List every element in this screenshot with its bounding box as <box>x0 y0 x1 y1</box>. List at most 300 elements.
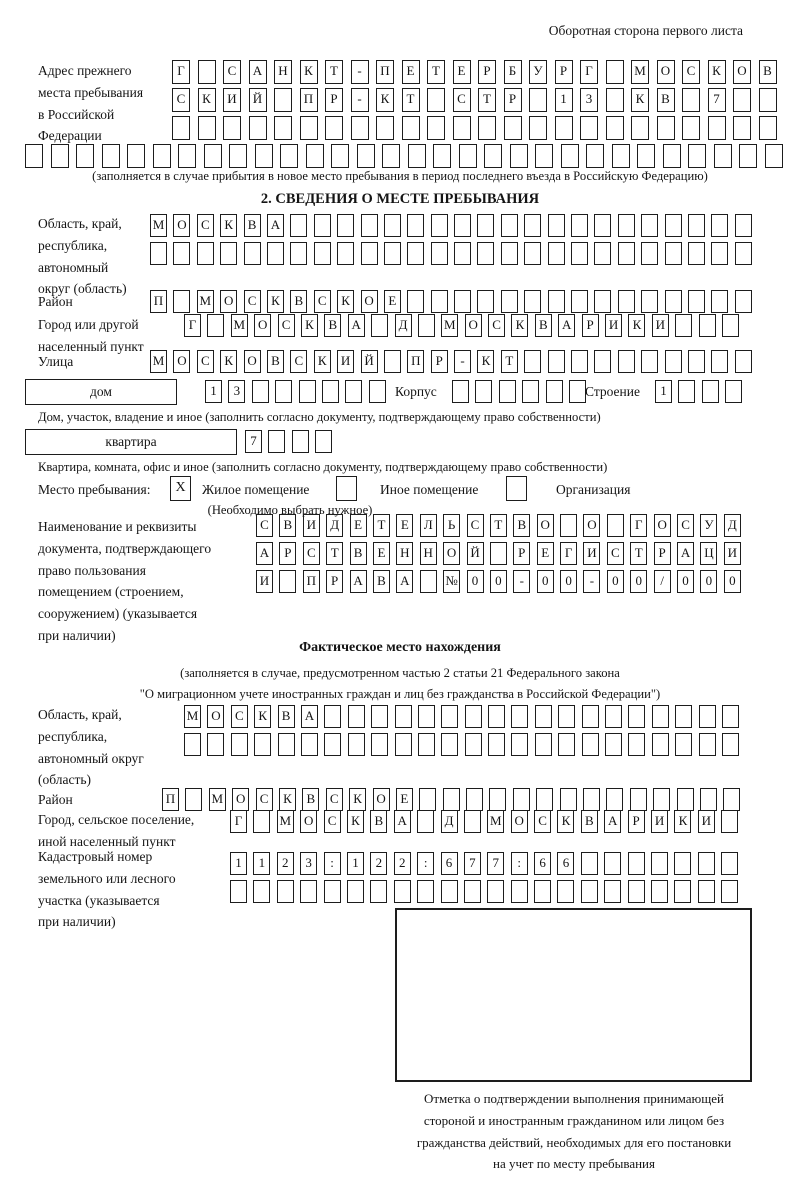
grid-cell <box>325 116 343 140</box>
grid-cell: Е <box>537 542 554 565</box>
grid-cell <box>735 290 752 313</box>
grid-cell <box>443 788 460 811</box>
actual-region-grid-row-2 <box>184 733 739 756</box>
grid-cell <box>688 350 705 373</box>
grid-cell <box>682 116 700 140</box>
grid-cell: К <box>376 88 394 112</box>
grid-cell: Ь <box>443 514 460 537</box>
grid-cell: Й <box>361 350 378 373</box>
grid-cell <box>700 788 717 811</box>
grid-cell: С <box>197 214 214 237</box>
grid-cell: С <box>197 350 214 373</box>
grid-cell: В <box>278 705 295 728</box>
grid-cell <box>314 214 331 237</box>
grid-cell: В <box>370 810 387 833</box>
grid-cell <box>361 242 378 265</box>
grid-cell <box>322 380 339 403</box>
region-grid-row-2 <box>150 242 752 265</box>
grid-cell: М <box>441 314 458 337</box>
grid-cell <box>698 880 715 903</box>
grid-cell <box>337 214 354 237</box>
grid-cell <box>402 116 420 140</box>
grid-cell: О <box>373 788 390 811</box>
grid-cell <box>675 314 692 337</box>
grid-cell <box>594 290 611 313</box>
grid-cell: 0 <box>677 570 694 593</box>
grid-cell: В <box>279 514 296 537</box>
grid-cell <box>524 290 541 313</box>
label-line: право пользования <box>38 562 146 578</box>
grid-cell: С <box>453 88 471 112</box>
grid-cell: У <box>700 514 717 537</box>
grid-cell: Т <box>501 350 518 373</box>
grid-cell: М <box>150 214 167 237</box>
document-grid-row-2 <box>256 542 741 565</box>
grid-cell: С <box>256 514 273 537</box>
house-label-box <box>25 379 177 405</box>
grid-cell: 1 <box>555 88 573 112</box>
grid-cell: К <box>349 788 366 811</box>
grid-cell <box>371 733 388 756</box>
grid-cell: 1 <box>347 852 364 875</box>
grid-cell: К <box>557 810 574 833</box>
grid-cell: В <box>373 570 390 593</box>
label-line: Наименование и реквизиты <box>38 519 197 534</box>
grid-cell: Й <box>249 88 267 112</box>
grid-cell: Т <box>373 514 390 537</box>
grid-cell: М <box>150 350 167 373</box>
grid-cell <box>371 705 388 728</box>
grid-cell <box>675 705 692 728</box>
grid-cell <box>345 380 362 403</box>
grid-cell: В <box>290 290 307 313</box>
grid-cell: Е <box>384 290 401 313</box>
grid-cell <box>631 116 649 140</box>
grid-cell <box>735 214 752 237</box>
grid-cell <box>529 88 547 112</box>
grid-cell <box>699 705 716 728</box>
actual-district-grid <box>162 788 740 811</box>
grid-cell: 0 <box>537 570 554 593</box>
grid-cell: К <box>301 314 318 337</box>
grid-cell <box>594 242 611 265</box>
grid-cell <box>395 705 412 728</box>
grid-cell <box>407 290 424 313</box>
stay-type-option-label-organization: Организация <box>556 482 631 497</box>
label-line: стороной и иностранным гражданином или лицом без <box>423 1112 725 1128</box>
grid-cell <box>580 116 598 140</box>
grid-cell <box>407 214 424 237</box>
grid-cell: О <box>361 290 378 313</box>
grid-cell <box>51 144 69 168</box>
house-note: Дом, участок, владение и иное (заполнить согласно документу, подтверждающему право собственности) <box>38 410 601 424</box>
grid-cell: О <box>207 705 224 728</box>
grid-cell: А <box>350 570 367 593</box>
grid-cell <box>571 214 588 237</box>
grid-cell: Т <box>325 60 343 84</box>
grid-cell <box>347 880 364 903</box>
grid-cell: С <box>326 788 343 811</box>
grid-cell: Г <box>630 514 647 537</box>
actual-district-label: Район <box>38 792 73 807</box>
actual-location-title: Фактическое место нахождения <box>299 640 501 655</box>
label-line: населенный пункт <box>38 338 144 354</box>
grid-cell: Т <box>490 514 507 537</box>
grid-cell: : <box>324 852 341 875</box>
grid-cell <box>651 852 668 875</box>
document-label <box>38 516 211 647</box>
grid-cell <box>735 242 752 265</box>
grid-cell <box>688 242 705 265</box>
label-line: земельного или лесного <box>38 870 176 886</box>
apartment-grid <box>245 430 332 453</box>
grid-cell: В <box>244 214 261 237</box>
grid-cell: Г <box>230 810 247 833</box>
grid-cell <box>618 242 635 265</box>
actual-location-note-line-1: (заполняется в случае, предусмотренном частью 2 статьи 21 Федерального закона <box>180 666 620 680</box>
grid-cell <box>605 705 622 728</box>
grid-cell <box>674 852 691 875</box>
grid-cell <box>504 116 522 140</box>
grid-cell: О <box>443 542 460 565</box>
prev-address-grid-row-2 <box>172 88 777 112</box>
grid-cell <box>384 350 401 373</box>
grid-cell <box>688 144 706 168</box>
label-line: гражданства действий, необходимых для его постановки <box>416 1134 732 1150</box>
city-grid <box>184 314 739 337</box>
grid-cell: М <box>231 314 248 337</box>
grid-cell <box>185 788 202 811</box>
grid-cell: К <box>347 810 364 833</box>
grid-cell <box>548 214 565 237</box>
grid-cell: К <box>337 290 354 313</box>
grid-cell <box>657 116 675 140</box>
grid-cell <box>571 350 588 373</box>
grid-cell <box>561 144 579 168</box>
grid-cell <box>477 290 494 313</box>
grid-cell <box>441 880 458 903</box>
grid-cell: В <box>267 350 284 373</box>
grid-cell <box>488 705 505 728</box>
grid-cell <box>501 290 518 313</box>
grid-cell <box>722 314 739 337</box>
grid-cell <box>292 430 309 453</box>
grid-cell: А <box>396 570 413 593</box>
label-line: при наличии) <box>38 627 116 643</box>
grid-cell <box>290 214 307 237</box>
grid-cell <box>557 880 574 903</box>
grid-cell: - <box>513 570 530 593</box>
grid-cell <box>254 733 271 756</box>
label-line: Федерации <box>38 128 102 144</box>
grid-cell <box>431 242 448 265</box>
grid-cell: Т <box>478 88 496 112</box>
actual-region-label <box>38 704 144 791</box>
grid-cell <box>688 290 705 313</box>
grid-cell: Е <box>402 60 420 84</box>
grid-cell: Т <box>326 542 343 565</box>
grid-cell: Г <box>184 314 201 337</box>
grid-cell: О <box>537 514 554 537</box>
grid-cell: Е <box>350 514 367 537</box>
grid-cell: У <box>529 60 547 84</box>
grid-cell <box>76 144 94 168</box>
grid-cell <box>220 242 237 265</box>
grid-cell <box>665 214 682 237</box>
grid-cell <box>314 242 331 265</box>
grid-cell <box>489 788 506 811</box>
grid-cell: И <box>583 542 600 565</box>
grid-cell <box>711 242 728 265</box>
grid-cell <box>198 60 216 84</box>
grid-cell <box>407 242 424 265</box>
grid-cell: А <box>604 810 621 833</box>
grid-cell <box>604 852 621 875</box>
grid-cell <box>418 314 435 337</box>
stay-type-checkbox-residential: X <box>170 476 191 501</box>
grid-cell <box>275 380 292 403</box>
grid-cell: И <box>724 542 741 565</box>
grid-cell <box>524 214 541 237</box>
grid-cell: 1 <box>230 852 247 875</box>
grid-cell <box>735 350 752 373</box>
grid-cell <box>535 733 552 756</box>
grid-cell <box>300 880 317 903</box>
stroenie-grid <box>655 380 742 403</box>
grid-cell <box>618 214 635 237</box>
grid-cell <box>371 314 388 337</box>
grid-cell <box>675 733 692 756</box>
grid-cell: О <box>300 810 317 833</box>
label-line: Отметка о подтверждении выполнения принимающей <box>423 1091 725 1106</box>
label-line: республика, <box>38 237 108 253</box>
grid-cell <box>382 144 400 168</box>
grid-cell: Р <box>582 314 599 337</box>
grid-cell <box>184 733 201 756</box>
document-grid-row-1 <box>256 514 741 537</box>
grid-cell <box>674 880 691 903</box>
grid-cell <box>394 880 411 903</box>
label-line: Город, сельское поселение, <box>38 812 195 827</box>
grid-cell <box>665 290 682 313</box>
grid-cell <box>475 380 492 403</box>
grid-cell: М <box>209 788 226 811</box>
grid-cell: К <box>314 350 331 373</box>
grid-cell <box>513 788 530 811</box>
grid-cell <box>582 733 599 756</box>
grid-cell: К <box>300 60 318 84</box>
grid-cell <box>560 788 577 811</box>
grid-cell <box>197 242 214 265</box>
grid-cell <box>637 144 655 168</box>
grid-cell <box>207 314 224 337</box>
grid-cell: В <box>324 314 341 337</box>
grid-cell <box>699 733 716 756</box>
grid-cell <box>721 852 738 875</box>
grid-cell <box>478 116 496 140</box>
grid-cell <box>459 144 477 168</box>
label-line: округ (область) <box>38 281 127 297</box>
grid-cell <box>290 242 307 265</box>
grid-cell <box>581 880 598 903</box>
grid-cell: - <box>351 60 369 84</box>
grid-cell: В <box>302 788 319 811</box>
grid-cell: 3 <box>300 852 317 875</box>
label-line: Область, край, <box>38 216 122 231</box>
grid-cell: Й <box>467 542 484 565</box>
label-line: Адрес прежнего <box>38 63 132 78</box>
grid-cell <box>376 116 394 140</box>
grid-cell <box>586 144 604 168</box>
grid-cell: С <box>172 88 190 112</box>
grid-cell <box>249 116 267 140</box>
grid-cell: А <box>558 314 575 337</box>
grid-cell <box>663 144 681 168</box>
district-label: Район <box>38 294 73 309</box>
grid-cell: Р <box>654 542 671 565</box>
grid-cell: С <box>682 60 700 84</box>
grid-cell <box>510 144 528 168</box>
grid-cell <box>721 880 738 903</box>
grid-cell <box>464 810 481 833</box>
label-line: при наличии) <box>38 914 116 930</box>
grid-cell: О <box>733 60 751 84</box>
grid-cell <box>699 314 716 337</box>
grid-cell <box>606 88 624 112</box>
grid-cell <box>252 380 269 403</box>
label-line: Кадастровый номер <box>38 849 153 864</box>
grid-cell: В <box>535 314 552 337</box>
grid-cell: П <box>150 290 167 313</box>
grid-cell: С <box>278 314 295 337</box>
grid-cell: Т <box>402 88 420 112</box>
grid-cell <box>529 116 547 140</box>
grid-cell: Р <box>431 350 448 373</box>
grid-cell: К <box>220 350 237 373</box>
grid-cell: В <box>350 542 367 565</box>
section2-title: 2. СВЕДЕНИЯ О МЕСТЕ ПРЕБЫВАНИЯ <box>260 191 540 207</box>
grid-cell <box>583 788 600 811</box>
grid-cell: А <box>348 314 365 337</box>
korpus-label: Корпус <box>395 384 437 399</box>
district-grid <box>150 290 752 313</box>
grid-cell: О <box>583 514 600 537</box>
grid-cell <box>571 242 588 265</box>
grid-cell <box>535 705 552 728</box>
grid-cell <box>348 733 365 756</box>
grid-cell <box>558 705 575 728</box>
grid-cell <box>369 380 386 403</box>
grid-cell <box>546 380 563 403</box>
grid-cell <box>433 144 451 168</box>
grid-cell: М <box>487 810 504 833</box>
grid-cell <box>605 733 622 756</box>
apartment-label-box <box>25 429 237 455</box>
grid-cell <box>594 350 611 373</box>
label-line: в Российской <box>38 106 115 122</box>
grid-cell: С <box>488 314 505 337</box>
grid-cell: 0 <box>607 570 624 593</box>
grid-cell <box>652 705 669 728</box>
grid-cell: 6 <box>441 852 458 875</box>
grid-cell <box>708 116 726 140</box>
grid-cell <box>127 144 145 168</box>
actual-city-grid <box>230 810 738 833</box>
grid-cell <box>665 242 682 265</box>
label-line: сооружением) (указывается <box>38 606 198 622</box>
cadastral-grid-row-2 <box>230 880 738 903</box>
grid-cell: 2 <box>370 852 387 875</box>
grid-cell: 6 <box>557 852 574 875</box>
grid-cell: С <box>534 810 551 833</box>
grid-cell <box>315 430 332 453</box>
label-line: участка (указывается <box>38 892 160 908</box>
label-line: на учет по месту пребывания <box>493 1156 655 1172</box>
stay-type-checkbox-organization <box>506 476 527 501</box>
grid-cell <box>618 350 635 373</box>
grid-cell <box>501 242 518 265</box>
grid-cell <box>477 214 494 237</box>
grid-cell <box>25 144 43 168</box>
grid-cell <box>628 852 645 875</box>
stroenie-label: Строение <box>585 384 640 399</box>
grid-cell <box>204 144 222 168</box>
grid-cell: Т <box>630 542 647 565</box>
grid-cell: С <box>244 290 261 313</box>
grid-cell: 0 <box>490 570 507 593</box>
grid-cell: Н <box>420 542 437 565</box>
grid-cell: М <box>631 60 649 84</box>
grid-cell: К <box>477 350 494 373</box>
grid-cell <box>172 116 190 140</box>
grid-cell <box>490 542 507 565</box>
grid-cell: К <box>220 214 237 237</box>
street-grid <box>150 350 752 373</box>
grid-cell <box>487 880 504 903</box>
grid-cell <box>419 788 436 811</box>
grid-cell: К <box>628 314 645 337</box>
grid-cell: А <box>394 810 411 833</box>
grid-cell: 0 <box>560 570 577 593</box>
prev-address-label <box>38 60 143 147</box>
grid-cell: Д <box>326 514 343 537</box>
grid-cell: Е <box>453 60 471 84</box>
grid-cell <box>733 116 751 140</box>
grid-cell: А <box>301 705 318 728</box>
grid-cell: 3 <box>228 380 245 403</box>
grid-cell <box>511 705 528 728</box>
grid-cell <box>331 144 349 168</box>
grid-cell: С <box>314 290 331 313</box>
grid-cell <box>417 810 434 833</box>
grid-cell: - <box>351 88 369 112</box>
grid-cell: Г <box>560 542 577 565</box>
grid-cell: Т <box>427 60 445 84</box>
label-line: Город или другой <box>38 317 139 332</box>
grid-cell: О <box>232 788 249 811</box>
grid-cell <box>268 430 285 453</box>
grid-cell <box>230 880 247 903</box>
grid-cell: О <box>654 514 671 537</box>
grid-cell: С <box>324 810 341 833</box>
grid-cell <box>357 144 375 168</box>
grid-cell <box>677 788 694 811</box>
korpus-grid <box>452 380 586 403</box>
grid-cell <box>255 144 273 168</box>
grid-cell <box>524 242 541 265</box>
grid-cell <box>765 144 783 168</box>
label-line: Область, край, <box>38 707 122 722</box>
